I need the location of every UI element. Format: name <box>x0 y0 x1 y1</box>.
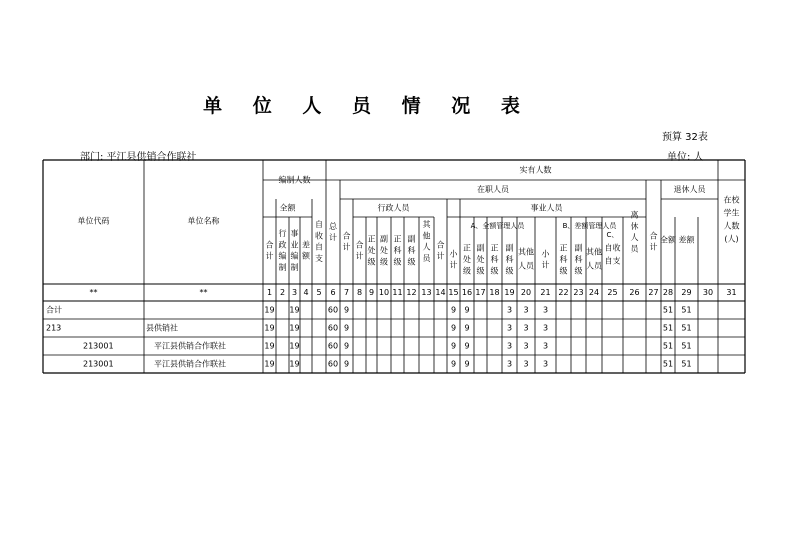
header-b-sect: 级 <box>559 266 568 276</box>
row-cell: 19 <box>289 305 300 315</box>
header-public-staff: 事 <box>290 228 299 238</box>
row-cell: 51 <box>662 305 674 315</box>
header-admin-staff: 政 <box>278 240 287 250</box>
header-total-in-service: 计 <box>342 242 351 252</box>
header-students: 在校 <box>723 195 740 205</box>
header-total: 合 <box>265 240 274 250</box>
column-number: 2 <box>279 288 286 297</box>
row-cell: 60 <box>327 305 339 315</box>
header-in-service: 在职人员 <box>477 185 509 194</box>
header-c-self: 自收 <box>604 243 621 253</box>
header-c-self: 自支 <box>604 256 621 266</box>
header-admin-dept: 正 <box>367 234 376 244</box>
row-cell: 3 <box>506 359 513 369</box>
department-label: 部门: 平江县供销合作联社 <box>80 152 197 163</box>
header-b-other: 人员 <box>586 261 602 271</box>
row-cell: 51 <box>681 359 692 369</box>
header-admin-total: 计 <box>355 251 364 261</box>
row-cell: 51 <box>662 323 674 333</box>
row-cell: 60 <box>327 323 339 333</box>
row-unit-name: 县供销社 <box>146 323 178 333</box>
header-staffing: 编制人数 <box>278 175 311 185</box>
row-cell: 51 <box>662 359 674 369</box>
header-retired-off: 离 <box>630 210 639 220</box>
header-b-mgmt: B、差额管理人员 <box>562 222 617 230</box>
header-admin-vice-sect: 级 <box>407 257 416 267</box>
header-a-other: 其他 <box>518 247 534 257</box>
header-students: 学生 <box>723 208 740 218</box>
header-self-funded: 自 <box>315 219 323 229</box>
header-total: 计 <box>265 251 274 261</box>
header-admin-people: 行政人员 <box>377 203 410 213</box>
header-admin-sect: 级 <box>393 257 402 267</box>
header-b-sect: 科 <box>559 255 568 264</box>
column-number: 20 <box>520 288 532 297</box>
row-cell: 9 <box>450 359 457 369</box>
header-grand-total: 计 <box>329 233 337 243</box>
column-number: 15 <box>448 288 459 297</box>
header-admin-vice-sect: 科 <box>407 246 416 255</box>
column-number: 31 <box>726 288 737 297</box>
header-retired-off: 员 <box>630 244 639 254</box>
header-retired-off: 休 <box>630 221 639 231</box>
column-number: 28 <box>662 288 674 297</box>
row-cell: 19 <box>264 341 275 351</box>
header-admin-other: 其 <box>422 219 431 229</box>
row-cell: 9 <box>343 359 350 369</box>
header-admin-other: 员 <box>422 254 431 264</box>
header-a-subtotal: 小 <box>449 249 458 259</box>
column-number: 19 <box>504 288 515 297</box>
header-self-funded: 支 <box>315 254 323 264</box>
column-number: 11 <box>392 288 403 297</box>
column-number: 3 <box>291 288 298 297</box>
row-unit-code: 合计 <box>46 305 62 315</box>
column-number: 16 <box>461 288 473 297</box>
row-cell: 51 <box>681 305 692 315</box>
header-admin-sect: 正 <box>393 234 402 244</box>
header-actual: 实有人数 <box>519 165 552 175</box>
header-a-sect: 科 <box>490 255 499 264</box>
row-cell: 3 <box>506 323 513 333</box>
header-unit-name: 单位名称 <box>187 216 220 226</box>
row-cell: 19 <box>289 359 300 369</box>
row-cell: 19 <box>264 359 275 369</box>
column-number: 1 <box>266 288 273 297</box>
row-cell: 3 <box>523 323 529 333</box>
header-a-vice-sect: 级 <box>505 266 514 276</box>
header-total-in-service: 合 <box>342 231 351 241</box>
header-admin-staff: 编 <box>278 251 287 261</box>
page-title: 单 位 人 员 情 况 表 <box>203 95 532 117</box>
row-cell: 9 <box>450 323 457 333</box>
row-cell: 3 <box>506 341 513 351</box>
row-cell: 9 <box>450 341 457 351</box>
header-grand-total: 总 <box>329 221 337 231</box>
column-number: 24 <box>588 288 600 297</box>
header-a-dept: 处 <box>463 255 471 264</box>
header-b-sect: 正 <box>559 243 568 253</box>
column-number: 14 <box>435 288 446 297</box>
header-admin-total: 合 <box>355 240 364 250</box>
header-retired-total: 合 <box>649 231 658 241</box>
header-public-staff: 业 <box>290 240 299 250</box>
header-admin-vice-sect: 副 <box>407 234 416 244</box>
row-unit-name: 平江县供销合作联社 <box>154 359 226 369</box>
row-cell: 9 <box>464 341 470 351</box>
header-self-funded: 自 <box>315 242 323 252</box>
row-cell: 60 <box>327 359 339 369</box>
column-number: 30 <box>702 288 714 297</box>
row-cell: 9 <box>464 305 470 315</box>
header-retired-diff: 差额 <box>678 235 695 245</box>
row-cell: 3 <box>523 359 529 369</box>
header-admin-other: 他 <box>422 231 431 241</box>
header-diff-staff: 差 <box>302 240 310 250</box>
column-number: 5 <box>316 288 322 297</box>
header-diff-staff: 额 <box>302 251 310 261</box>
row-cell: 51 <box>681 341 692 351</box>
row-cell: 9 <box>450 305 457 315</box>
header-admin-vice-dept: 级 <box>380 257 388 267</box>
header-b-vice-sect: 级 <box>574 266 583 276</box>
column-number: ** <box>89 288 98 297</box>
header-retired: 退休人员 <box>673 185 706 194</box>
column-number: 13 <box>421 288 432 297</box>
header-a-vice-sect: 副 <box>505 243 514 253</box>
column-number: 7 <box>343 288 350 297</box>
header-public-staff: 制 <box>290 263 299 273</box>
column-number: 22 <box>558 288 569 297</box>
column-number: 29 <box>681 288 692 297</box>
column-number: 23 <box>573 288 584 297</box>
header-b-subtotal: 小 <box>541 249 550 259</box>
column-number: 25 <box>607 288 618 297</box>
header-a-sect: 级 <box>490 266 499 276</box>
header-admin-dept: 级 <box>367 257 376 267</box>
row-cell: 9 <box>343 341 350 351</box>
header-admin-staff: 制 <box>278 263 287 273</box>
header-b-subtotal: 计 <box>541 260 550 270</box>
header-c-self: C、 <box>606 231 619 239</box>
column-number: 21 <box>540 288 551 297</box>
header-a-other: 人员 <box>518 261 534 271</box>
column-number: 27 <box>648 288 659 297</box>
row-cell: 19 <box>264 305 275 315</box>
row-cell: 9 <box>343 323 350 333</box>
header-admin-staff: 行 <box>278 228 287 238</box>
header-a-subtotal: 计 <box>449 260 458 270</box>
column-number: 8 <box>356 288 363 297</box>
row-cell: 3 <box>542 323 549 333</box>
header-unit-code: 单位代码 <box>77 216 110 226</box>
row-cell: 9 <box>464 359 470 369</box>
row-cell: 9 <box>343 305 350 315</box>
header-admin-vice-dept: 处 <box>380 246 388 255</box>
row-unit-code: 213001 <box>83 359 114 369</box>
row-cell: 9 <box>464 323 470 333</box>
row-cell: 3 <box>542 341 549 351</box>
row-cell: 51 <box>681 323 692 333</box>
form-number: 预算 32表 <box>662 132 708 143</box>
row-unit-code: 213 <box>46 323 62 333</box>
header-b-vice-sect: 副 <box>574 243 583 253</box>
header-a-vice-sect: 科 <box>505 255 514 264</box>
column-number: 6 <box>330 288 336 297</box>
unit-label: 单位: 人 <box>667 152 704 163</box>
header-self-funded: 收 <box>315 231 323 241</box>
row-cell: 3 <box>542 359 549 369</box>
row-cell: 3 <box>542 305 549 315</box>
header-full-fund: 全额 <box>279 203 296 213</box>
row-unit-name: 平江县供销合作联社 <box>154 341 226 351</box>
header-a-vice-dept: 级 <box>476 266 485 276</box>
row-cell: 3 <box>523 341 529 351</box>
row-cell: 19 <box>289 341 300 351</box>
header-b-other: 其他 <box>586 247 602 257</box>
header-admin-dept: 处 <box>367 246 376 255</box>
header-admin-vice-dept: 副 <box>380 234 388 244</box>
header-retired-total: 计 <box>649 242 658 252</box>
column-number: 9 <box>368 288 375 297</box>
row-cell: 3 <box>523 305 529 315</box>
column-number: 12 <box>406 288 417 297</box>
column-number: 4 <box>303 288 309 297</box>
header-a-dept: 正 <box>463 243 471 253</box>
header-a-dept: 级 <box>463 266 471 276</box>
row-cell: 60 <box>327 341 339 351</box>
column-number: 26 <box>629 288 640 297</box>
row-cell: 51 <box>662 341 674 351</box>
header-public-total: 计 <box>436 251 445 261</box>
header-retired-off: 人 <box>630 233 639 243</box>
column-number: 17 <box>475 288 486 297</box>
header-admin-sect: 科 <box>393 246 402 255</box>
header-a-mgmt: A、全额管理人员 <box>470 222 525 230</box>
header-students: (人) <box>724 234 739 244</box>
header-retired-full: 全额 <box>660 235 676 245</box>
header-public-people: 事业人员 <box>530 203 563 213</box>
header-a-vice-dept: 处 <box>476 255 485 264</box>
column-number: 18 <box>489 288 500 297</box>
row-cell: 19 <box>264 323 275 333</box>
column-number: 10 <box>378 288 390 297</box>
column-number: ** <box>199 288 208 297</box>
header-admin-other: 人 <box>422 242 431 252</box>
row-cell: 3 <box>506 305 513 315</box>
header-a-sect: 正 <box>490 243 499 253</box>
header-a-vice-dept: 副 <box>476 243 485 253</box>
row-unit-code: 213001 <box>83 341 114 351</box>
header-b-vice-sect: 科 <box>574 255 583 264</box>
header-students: 人数 <box>723 221 740 231</box>
header-public-total: 合 <box>436 240 445 250</box>
row-cell: 19 <box>289 323 300 333</box>
header-public-staff: 编 <box>290 251 299 261</box>
